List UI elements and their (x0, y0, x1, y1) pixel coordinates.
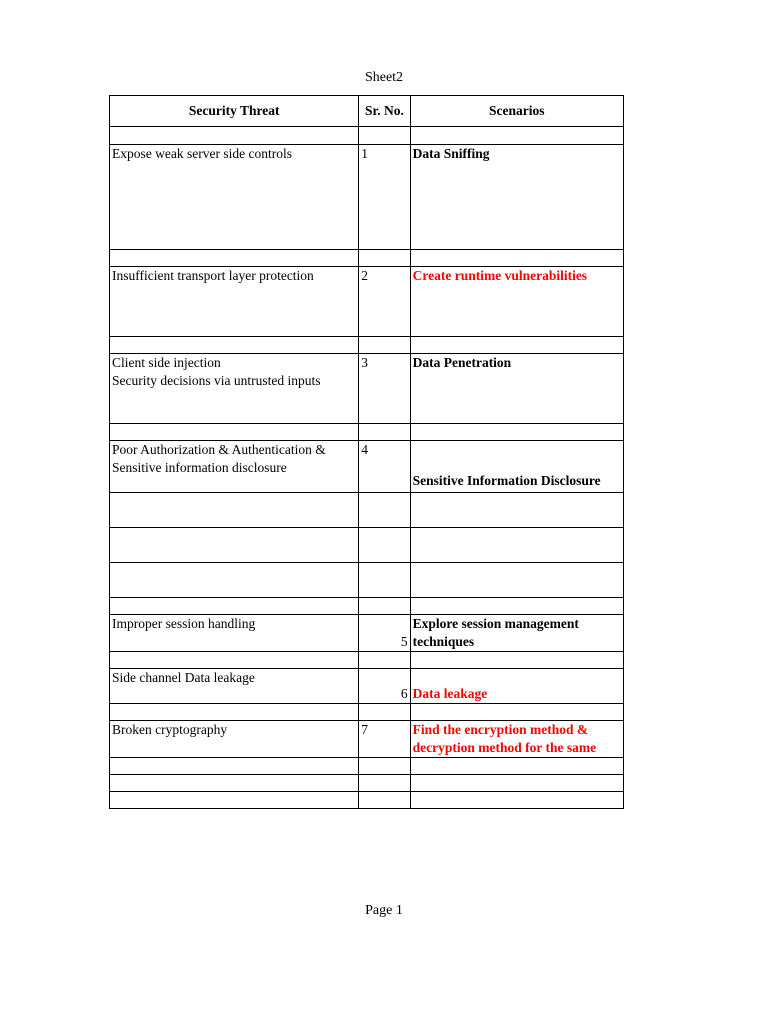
empty-cell[interactable] (410, 704, 623, 721)
empty-row (110, 704, 624, 721)
empty-cell[interactable] (359, 758, 410, 775)
empty-row (110, 127, 624, 145)
table-row (110, 267, 624, 337)
empty-cell[interactable] (359, 528, 410, 563)
header-row (110, 96, 624, 127)
empty-cell[interactable] (410, 758, 623, 775)
empty-cell[interactable] (359, 704, 410, 721)
srno-cell[interactable]: 2 (359, 267, 410, 337)
empty-cell[interactable] (110, 528, 359, 563)
empty-cell[interactable] (359, 337, 410, 354)
scenario-cell[interactable]: Sensitive Information Disclosure (410, 441, 623, 493)
empty-cell[interactable] (410, 528, 623, 563)
empty-cell[interactable] (410, 598, 623, 615)
empty-cell[interactable] (359, 493, 410, 528)
empty-cell[interactable] (110, 758, 359, 775)
empty-cell[interactable] (359, 792, 410, 809)
threat-text: Broken cryptography (112, 722, 228, 737)
empty-cell[interactable] (110, 250, 359, 267)
empty-cell[interactable] (110, 598, 359, 615)
header-sr-no: Sr. No. (359, 96, 410, 127)
empty-cell[interactable] (410, 652, 623, 669)
page-footer: Page 1 (365, 903, 403, 918)
empty-cell[interactable] (110, 704, 359, 721)
table-row (110, 669, 624, 704)
empty-cell[interactable] (410, 493, 623, 528)
empty-cell[interactable] (410, 424, 623, 441)
empty-cell[interactable] (110, 337, 359, 354)
empty-cell[interactable] (359, 598, 410, 615)
empty-row (110, 424, 624, 441)
srno-cell[interactable]: 5 (359, 615, 410, 652)
srno-cell[interactable]: 3 (359, 354, 410, 424)
sheet-title: Sheet2 (364, 70, 404, 85)
empty-row (110, 250, 624, 267)
threat-cell[interactable] (110, 267, 359, 337)
threat-cell[interactable] (110, 145, 359, 250)
table-row (110, 441, 624, 493)
scenario-cell[interactable] (410, 721, 623, 758)
threat-text: Expose weak server side controls (112, 146, 292, 161)
threat-text: Side channel Data leakage (112, 670, 255, 685)
empty-cell[interactable] (359, 563, 410, 598)
empty-cell[interactable] (410, 250, 623, 267)
empty-row (110, 775, 624, 792)
scenario-text: decryption method for the same (412, 740, 597, 755)
empty-cell[interactable] (359, 250, 410, 267)
scenario-text: techniques (412, 634, 475, 649)
threat-text: Security decisions via untrusted inputs (112, 373, 321, 388)
empty-row (110, 563, 624, 598)
scenario-cell[interactable]: Data Sniffing (410, 145, 623, 250)
srno-cell[interactable]: 6 (359, 669, 410, 704)
empty-row (110, 528, 624, 563)
srno-cell[interactable]: 1 (359, 145, 410, 250)
empty-cell[interactable] (410, 337, 623, 354)
scenario-text: Find the encryption method & (412, 722, 589, 737)
empty-row (110, 337, 624, 354)
srno-cell[interactable]: 4 (359, 441, 410, 493)
scenario-text: Explore session management (412, 616, 579, 631)
empty-cell[interactable] (110, 127, 359, 145)
empty-cell[interactable] (110, 652, 359, 669)
threat-cell[interactable] (110, 441, 359, 493)
header-security-threat: Security Threat (110, 96, 359, 127)
threat-text: Insufficient transport layer protection (112, 268, 314, 283)
empty-row (110, 792, 624, 809)
empty-cell[interactable] (410, 792, 623, 809)
empty-row (110, 598, 624, 615)
empty-cell[interactable] (410, 563, 623, 598)
scenario-cell[interactable]: Data leakage (410, 669, 623, 704)
scenario-cell[interactable] (410, 615, 623, 652)
empty-cell[interactable] (110, 792, 359, 809)
table-row (110, 145, 624, 250)
threat-text: Client side injection (112, 355, 221, 370)
empty-cell[interactable] (110, 563, 359, 598)
empty-cell[interactable] (359, 127, 410, 145)
empty-row (110, 758, 624, 775)
empty-cell[interactable] (359, 652, 410, 669)
threat-text: Sensitive information disclosure (112, 460, 287, 475)
scenario-cell[interactable]: Create runtime vulnerabilities (410, 267, 623, 337)
table-row (110, 615, 624, 652)
table-row (110, 721, 624, 758)
threat-cell[interactable] (110, 615, 359, 652)
empty-row (110, 652, 624, 669)
empty-cell[interactable] (359, 424, 410, 441)
threat-cell[interactable] (110, 721, 359, 758)
threat-text: Poor Authorization & Authentication & (112, 442, 326, 457)
table-row (110, 354, 624, 424)
srno-cell[interactable]: 7 (359, 721, 410, 758)
empty-cell[interactable] (110, 424, 359, 441)
scenario-cell[interactable]: Data Penetration (410, 354, 623, 424)
threat-text: Improper session handling (112, 616, 256, 631)
empty-row (110, 493, 624, 528)
header-scenarios: Scenarios (410, 96, 623, 127)
empty-cell[interactable] (410, 127, 623, 145)
empty-cell[interactable] (410, 775, 623, 792)
security-threats-table (109, 95, 624, 809)
empty-cell[interactable] (110, 493, 359, 528)
threat-cell[interactable] (110, 354, 359, 424)
threat-cell[interactable] (110, 669, 359, 704)
empty-cell[interactable] (359, 775, 410, 792)
empty-cell[interactable] (110, 775, 359, 792)
